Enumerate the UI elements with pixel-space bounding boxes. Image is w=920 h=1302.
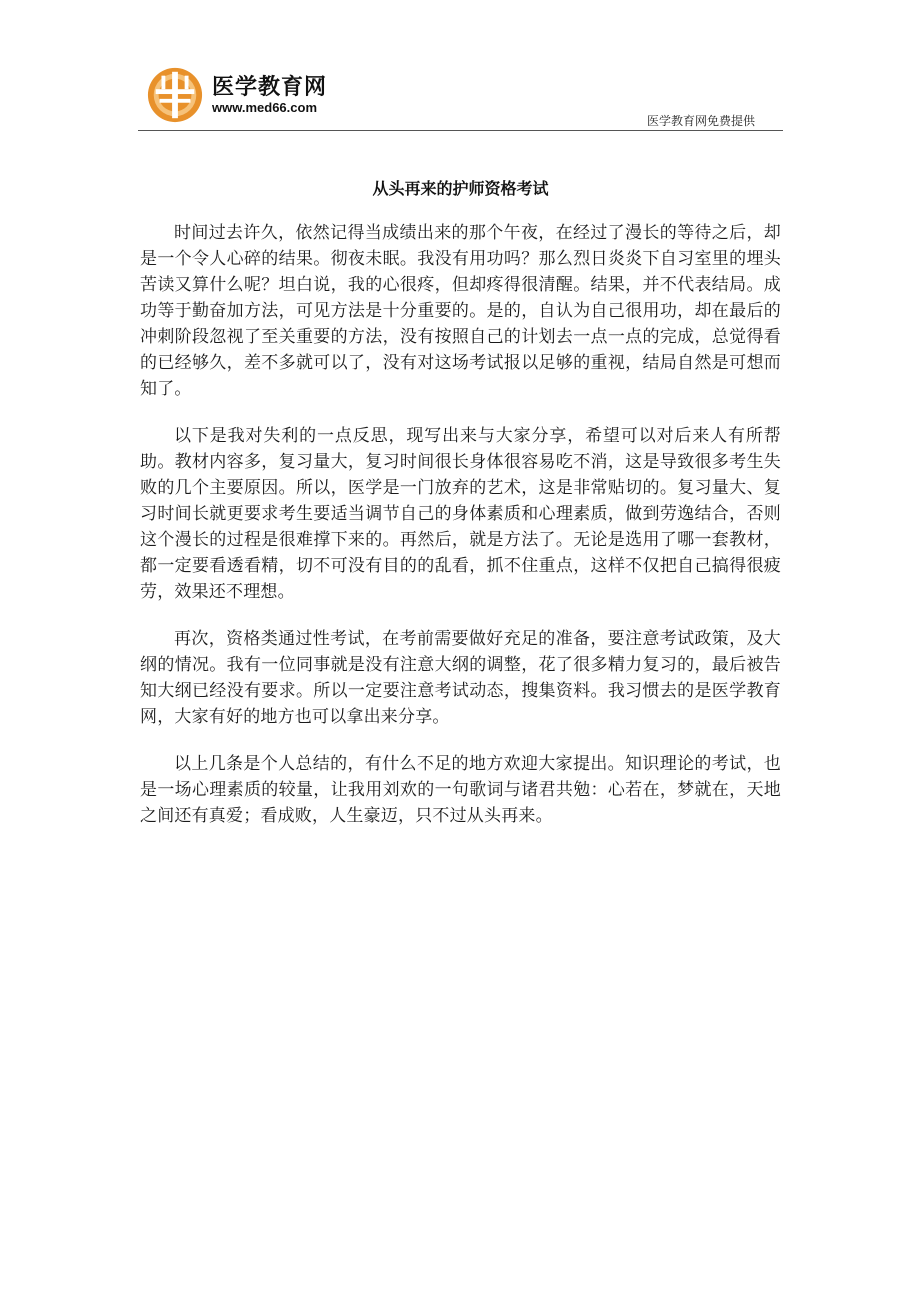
paragraph-1: 时间过去许久，依然记得当成绩出来的那个午夜，在经过了漫长的等待之后，却是一个令人心碎的结果。彻夜未眠。我没有用功吗？那么烈日炎炎下自习室里的埋头苦读又算什么呢？坦白说，我的心很疼，但却疼得很清醒。结果，并不代表结局。成功等于勤奋加方法，可见方法是十分重要的。是的，自认为自己很用功，却在最后的冲刺阶段忽视了至关重要的方法，没有按照自己的计划去一点一点的完成，总觉得看的已经够久，差不多就可以了，没有对这场考试报以足够的重视，结局自然是可想而知了。 [140, 223, 781, 399]
paragraph-4: 以上几条是个人总结的，有什么不足的地方欢迎大家提出。知识理论的考试，也是一场心理素质的较量，让我用刘欢的一句歌词与诸君共勉：心若在，梦就在，天地之间还有真爱；看成败，人生豪迈，只不过从头再来。 [140, 754, 781, 826]
med66-logo-icon [146, 66, 204, 124]
page-header [138, 62, 783, 132]
paragraph-2: 以下是我对失利的一点反思，现写出来与大家分享，希望可以对后来人有所帮助。教材内容多，复习量大，复习时间很长身体很容易吃不消，这是导致很多考生失败的几个主要原因。所以，医学是一门放弃的艺术，这是非常贴切的。复习量大、复习时间长就更要求考生要适当调节自己的身体素质和心理素质，做到劳逸结合，否则这个漫长的过程是很难撑下来的。再然后，就是方法了。无论是选用了哪一套教材，都一定要看透看精，切不可没有目的的乱看，抓不住重点，这样不仅把自己搞得很疲劳，效果还不理想。 [140, 426, 781, 602]
document-title: 从头再来的护师资格考试 [372, 179, 549, 198]
header-source-note: 医学教育网免费提供 [646, 114, 755, 128]
header-divider [138, 130, 783, 131]
document-body [140, 220, 781, 850]
logo-title: 医学教育网 [212, 75, 328, 100]
logo-url: www.med66.com [212, 100, 317, 115]
paragraph-3: 再次，资格类通过性考试，在考前需要做好充足的准备，要注意考试政策，及大纲的情况。我有一位同事就是没有注意大纲的调整，花了很多精力复习的，最后被告知大纲已经没有要求。所以一定要注意考试动态，搜集资料。我习惯去的是医学教育网，大家有好的地方也可以拿出来分享。 [140, 629, 781, 727]
